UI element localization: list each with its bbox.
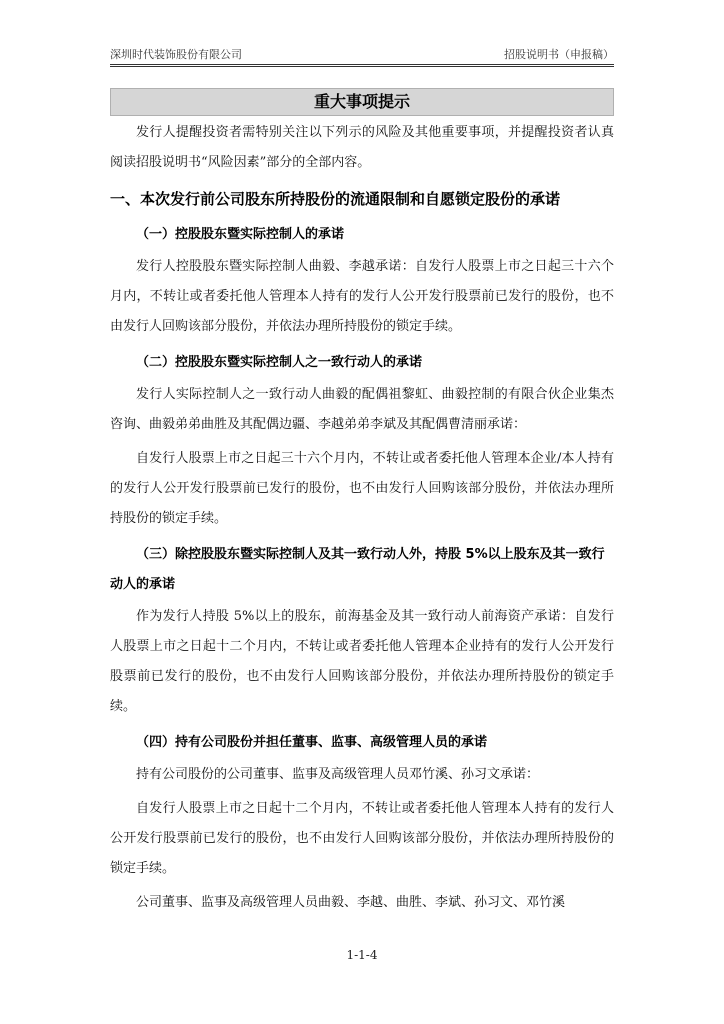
page-title: 重大事项提示 bbox=[110, 88, 614, 116]
subsection-4-paragraph-3: 公司董事、监事及高级管理人员曲毅、李越、曲胜、李斌、孙习文、邓竹溪 bbox=[136, 895, 566, 910]
intro-paragraph: 发行人提醒投资者需特别关注以下列示的风险及其他重要事项，并提醒投资者认真阅读招股说明书“风险因素”部分的全部内容。 bbox=[110, 125, 614, 170]
page-number: 1-1-4 bbox=[346, 948, 378, 962]
subsection-1-paragraph: 发行人控股股东暨实际控制人曲毅、李越承诺：自发行人股票上市之日起三十六个月内，不转让或者委托他人管理本人持有的发行人公开发行股票前已发行的股份，也不由发行人回购该部分股份，并依法办理所持股份的锁定手续。 bbox=[110, 259, 614, 334]
subsection-4-paragraph-1: 持有公司股份的公司董事、监事及高级管理人员邓竹溪、孙习文承诺： bbox=[136, 767, 540, 782]
subsection-heading-3: （三）除控股股东暨实际控制人及其一致行动人外，持股 5%以上股东及其一致行动人的承诺 bbox=[110, 547, 605, 592]
header-document-type: 招股说明书（申报稿） bbox=[504, 48, 614, 61]
subsection-heading-4: （四）持有公司股份并担任董事、监事、高级管理人员的承诺 bbox=[136, 735, 488, 750]
subsection-3-paragraph: 作为发行人持股 5%以上的股东，前海基金及其一致行动人前海资产承诺：自发行人股票上市之日起十二个月内，不转让或者委托他人管理本企业持有的发行人公开发行股票前已发行的股份，也不由发行人回购该部分股份，并依法办理所持股份的锁定手续。 bbox=[110, 609, 614, 714]
subsection-2-paragraph-1: 发行人实际控制人之一致行动人曲毅的配偶祖黎虹、曲毅控制的有限合伙企业集杰咨询、曲毅弟弟曲胜及其配偶边疆、李越弟弟李斌及其配偶曹清丽承诺： bbox=[110, 387, 614, 432]
subsection-2-paragraph-2: 自发行人股票上市之日起三十六个月内，不转让或者委托他人管理本企业/本人持有的发行人公开发行股票前已发行的股份，也不由发行人回购该部分股份，并依法办理所持股份的锁定手续。 bbox=[110, 451, 614, 526]
subsection-heading-1: （一）控股股东暨实际控制人的承诺 bbox=[136, 227, 345, 242]
header-company-name: 深圳时代装饰股份有限公司 bbox=[110, 48, 242, 61]
subsection-heading-2: （二）控股股东暨实际控制人之一致行动人的承诺 bbox=[136, 355, 423, 370]
document-body bbox=[110, 118, 614, 918]
header-divider bbox=[110, 64, 614, 67]
section-heading: 一、本次发行前公司股东所持股份的流通限制和自愿锁定股份的承诺 bbox=[110, 190, 561, 208]
page-header bbox=[110, 46, 614, 66]
subsection-4-paragraph-2: 自发行人股票上市之日起十二个月内，不转让或者委托他人管理本人持有的发行人公开发行股票前已发行的股份，也不由发行人回购该部分股份，并依法办理所持股份的锁定手续。 bbox=[110, 801, 614, 876]
